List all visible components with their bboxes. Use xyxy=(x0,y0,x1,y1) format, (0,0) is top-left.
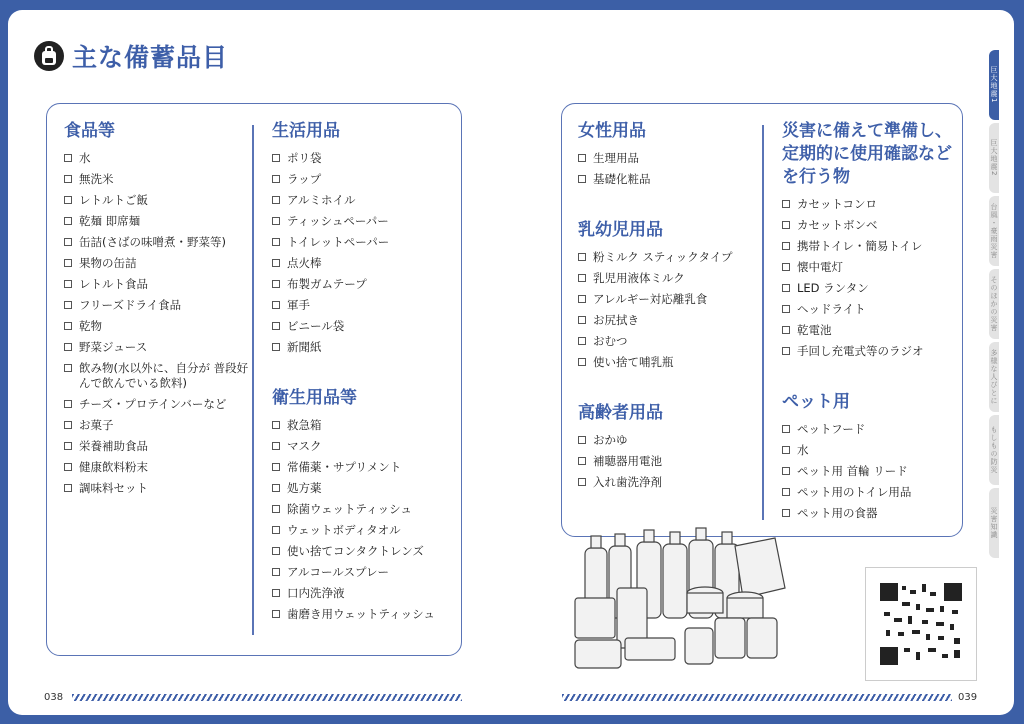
checkbox-icon xyxy=(64,463,72,471)
item-label: おむつ xyxy=(593,334,628,348)
list-item xyxy=(272,439,457,454)
chapter-tab[interactable]: もしもの防災 xyxy=(989,415,999,485)
list-item xyxy=(272,460,457,475)
item-label: レトルト食品 xyxy=(79,277,148,291)
checkbox-icon xyxy=(64,154,72,162)
item-label: ペットフード xyxy=(797,422,866,436)
list-item xyxy=(64,298,249,313)
checkbox-icon xyxy=(578,316,586,324)
elderly-heading: 高齢者用品 xyxy=(578,403,663,423)
checkbox-icon xyxy=(578,478,586,486)
supplies-illustration xyxy=(565,518,805,678)
item-label: 新聞紙 xyxy=(287,340,322,354)
checkbox-icon xyxy=(272,175,280,183)
list-item xyxy=(272,256,457,271)
list-item xyxy=(272,235,457,250)
list-item xyxy=(64,193,249,208)
list-item xyxy=(782,197,958,212)
checkbox-icon xyxy=(64,175,72,183)
list-item xyxy=(64,235,249,250)
item-label: 水 xyxy=(797,443,809,457)
list-item xyxy=(64,151,249,166)
checkbox-icon xyxy=(272,547,280,555)
chapter-tab[interactable]: 台風・豪雨災害 xyxy=(989,196,999,266)
chapter-tab[interactable]: 多様な人びとに xyxy=(989,342,999,412)
checkbox-icon xyxy=(64,196,72,204)
item-label: ポリ袋 xyxy=(287,151,322,165)
checkbox-icon xyxy=(578,358,586,366)
qr-code-icon xyxy=(866,568,976,680)
item-label: 乾物 xyxy=(79,319,102,333)
list-item xyxy=(272,418,457,433)
chapter-tabs xyxy=(989,50,1024,561)
list-item xyxy=(272,298,457,313)
item-label: 点火棒 xyxy=(287,256,322,270)
item-label: ラップ xyxy=(287,172,322,186)
checkbox-icon xyxy=(578,457,586,465)
list-item xyxy=(578,355,758,370)
checkbox-icon xyxy=(64,421,72,429)
item-label: 手回し充電式等のラジオ xyxy=(797,344,924,358)
checkbox-icon xyxy=(782,347,790,355)
food-heading: 食品等 xyxy=(64,121,115,141)
list-item xyxy=(64,172,249,187)
item-label: マスク xyxy=(287,439,322,453)
checkbox-icon xyxy=(578,274,586,282)
pet-heading: ペット用 xyxy=(782,392,850,412)
list-item xyxy=(782,422,958,437)
checkbox-icon xyxy=(64,217,72,225)
item-label: ビニール袋 xyxy=(287,319,345,333)
list-item xyxy=(272,277,457,292)
item-label: 野菜ジュース xyxy=(79,340,148,354)
list-item xyxy=(272,565,457,580)
checkbox-icon xyxy=(272,322,280,330)
checkbox-icon xyxy=(782,200,790,208)
item-label: 栄養補助食品 xyxy=(79,439,148,453)
checkbox-icon xyxy=(782,488,790,496)
checkbox-icon xyxy=(578,175,586,183)
checkbox-icon xyxy=(64,280,72,288)
title-text: 主な備蓄品目 xyxy=(72,43,229,72)
list-item xyxy=(64,319,249,334)
divider xyxy=(762,125,764,520)
divider xyxy=(252,125,254,635)
women-heading: 女性用品 xyxy=(578,121,646,141)
checkbox-icon xyxy=(64,442,72,450)
checkbox-icon xyxy=(782,425,790,433)
item-label: 携帯トイレ・簡易トイレ xyxy=(797,239,923,253)
item-label: 常備薬・サプリメント xyxy=(287,460,402,474)
list-item xyxy=(272,586,457,601)
chapter-tab[interactable]: そのほかの災害 xyxy=(989,269,999,339)
list-item xyxy=(782,506,958,521)
checkbox-icon xyxy=(272,589,280,597)
item-label: ペット用 首輪 リード xyxy=(797,464,908,478)
list-item xyxy=(782,464,958,479)
women-list xyxy=(578,151,758,187)
disaster-list xyxy=(782,197,958,359)
list-item xyxy=(64,277,249,292)
checkbox-icon xyxy=(64,343,72,351)
item-label: 乳児用液体ミルク xyxy=(593,271,685,285)
checkbox-icon xyxy=(64,322,72,330)
list-item xyxy=(782,281,958,296)
item-label: 粉ミルク スティックタイプ xyxy=(593,250,733,264)
item-label: 使い捨て哺乳瓶 xyxy=(593,355,674,369)
list-item xyxy=(578,271,758,286)
item-label: 布製ガムテープ xyxy=(287,277,367,291)
checkbox-icon xyxy=(272,505,280,513)
checkbox-icon xyxy=(782,263,790,271)
food-list xyxy=(64,151,249,496)
list-item xyxy=(782,218,958,233)
list-item xyxy=(64,340,249,355)
footer-stripe-left xyxy=(72,694,462,701)
checkbox-icon xyxy=(782,284,790,292)
item-label: アルミホイル xyxy=(287,193,356,207)
list-item xyxy=(64,214,249,229)
list-item xyxy=(578,475,758,490)
daily-list xyxy=(272,151,457,355)
item-label: 懐中電灯 xyxy=(797,260,843,274)
qr-code[interactable] xyxy=(865,567,977,681)
infant-list xyxy=(578,250,758,370)
item-label: ウェットボディタオル xyxy=(287,523,401,537)
item-label: レトルトご飯 xyxy=(79,193,148,207)
item-label: 使い捨てコンタクトレンズ xyxy=(287,544,424,558)
checkbox-icon xyxy=(782,326,790,334)
checkbox-icon xyxy=(578,337,586,345)
checkbox-icon xyxy=(782,242,790,250)
checkbox-icon xyxy=(272,442,280,450)
item-label: 無洗米 xyxy=(79,172,114,186)
checkbox-icon xyxy=(64,238,72,246)
checkbox-icon xyxy=(578,154,586,162)
item-label: 救急箱 xyxy=(287,418,322,432)
item-label: 調味料セット xyxy=(79,481,148,495)
checkbox-icon xyxy=(578,253,586,261)
checkbox-icon xyxy=(578,436,586,444)
item-label: カセットボンベ xyxy=(797,218,878,232)
item-label: 歯磨き用ウェットティッシュ xyxy=(287,607,435,621)
elderly-list xyxy=(578,433,758,490)
item-label: 補聴器用電池 xyxy=(593,454,662,468)
checkbox-icon xyxy=(272,484,280,492)
list-item xyxy=(272,544,457,559)
chapter-tab[interactable]: 巨大地震2 xyxy=(989,123,999,193)
infant-heading: 乳幼児用品 xyxy=(578,220,663,240)
list-item xyxy=(272,523,457,538)
page-number-left: 038 xyxy=(44,692,64,703)
footer-stripe-right xyxy=(562,694,952,701)
food-column xyxy=(64,120,249,502)
list-item xyxy=(578,454,758,469)
checkbox-icon xyxy=(64,484,72,492)
item-label: ペット用のトイレ用品 xyxy=(797,485,912,499)
checkbox-icon xyxy=(272,259,280,267)
checkbox-icon xyxy=(272,238,280,246)
list-item xyxy=(272,214,457,229)
checkbox-icon xyxy=(64,364,72,372)
item-label: アルコールスプレー xyxy=(287,565,390,579)
disaster-pet-column xyxy=(782,120,958,527)
item-label: 缶詰(さばの味噌煮・野菜等) xyxy=(79,235,226,249)
checkbox-icon xyxy=(272,154,280,162)
backpack-icon xyxy=(34,41,64,71)
item-label: 基礎化粧品 xyxy=(593,172,651,186)
item-label: カセットコンロ xyxy=(797,197,878,211)
list-item xyxy=(272,319,457,334)
page-number-right: 039 xyxy=(958,692,978,703)
checkbox-icon xyxy=(782,509,790,517)
checkbox-icon xyxy=(782,305,790,313)
list-item xyxy=(578,292,758,307)
item-label: アレルギー対応離乳食 xyxy=(593,292,708,306)
item-label: 飲み物(水以外に、自分が 普段好んで飲んでいる飲料) xyxy=(79,361,249,390)
list-item xyxy=(578,313,758,328)
list-item xyxy=(578,172,758,187)
chapter-tab[interactable]: 災害知識 xyxy=(989,488,999,558)
list-item xyxy=(64,418,249,433)
list-item xyxy=(782,443,958,458)
item-label: 水 xyxy=(79,151,91,165)
list-item xyxy=(272,340,457,355)
item-label: ティッシュペーパー xyxy=(287,214,389,228)
checkbox-icon xyxy=(64,301,72,309)
list-item xyxy=(578,250,758,265)
list-item xyxy=(64,460,249,475)
list-item xyxy=(272,193,457,208)
item-label: ペット用の食器 xyxy=(797,506,878,520)
list-item xyxy=(272,481,457,496)
list-item xyxy=(782,485,958,500)
chapter-tab[interactable]: 巨大地震1 xyxy=(989,50,999,120)
checkbox-icon xyxy=(272,301,280,309)
item-label: 生理用品 xyxy=(593,151,639,165)
item-label: ヘッドライト xyxy=(797,302,866,316)
list-item xyxy=(782,323,958,338)
checkbox-icon xyxy=(272,217,280,225)
item-label: 入れ歯洗浄剤 xyxy=(593,475,662,489)
list-item xyxy=(64,397,249,412)
item-label: 乾麺 即席麺 xyxy=(79,214,141,228)
checkbox-icon xyxy=(64,400,72,408)
checkbox-icon xyxy=(272,421,280,429)
disaster-heading: 災害に備えて準備し、定期的に使用確認などを行う物 xyxy=(782,121,952,187)
hygiene-list xyxy=(272,418,457,622)
item-label: トイレットペーパー xyxy=(287,235,390,249)
item-label: 健康飲料粉末 xyxy=(79,460,148,474)
checkbox-icon xyxy=(272,526,280,534)
checkbox-icon xyxy=(782,446,790,454)
item-label: 乾電池 xyxy=(797,323,832,337)
item-label: お菓子 xyxy=(79,418,114,432)
list-item xyxy=(272,172,457,187)
item-label: お尻拭き xyxy=(593,313,639,327)
list-item xyxy=(64,481,249,496)
checkbox-icon xyxy=(272,343,280,351)
list-item xyxy=(782,260,958,275)
checkbox-icon xyxy=(782,221,790,229)
list-item xyxy=(64,361,249,391)
checkbox-icon xyxy=(272,568,280,576)
daily-heading: 生活用品 xyxy=(272,121,340,141)
item-label: 口内洗浄液 xyxy=(287,586,345,600)
checkbox-icon xyxy=(272,610,280,618)
item-label: LED ランタン xyxy=(797,281,869,295)
checkbox-icon xyxy=(272,463,280,471)
item-label: 軍手 xyxy=(287,298,310,312)
item-label: 果物の缶詰 xyxy=(79,256,137,270)
daily-column xyxy=(272,120,457,628)
list-item xyxy=(782,239,958,254)
list-item xyxy=(782,302,958,317)
item-label: おかゆ xyxy=(593,433,628,447)
list-item xyxy=(578,334,758,349)
checkbox-icon xyxy=(272,280,280,288)
page-title xyxy=(34,38,228,74)
women-infant-column xyxy=(578,120,758,496)
list-item xyxy=(64,439,249,454)
pet-list xyxy=(782,422,958,521)
item-label: チーズ・プロテインバーなど xyxy=(79,397,227,411)
item-label: 除菌ウェットティッシュ xyxy=(287,502,412,516)
checkbox-icon xyxy=(272,196,280,204)
checkbox-icon xyxy=(578,295,586,303)
list-item xyxy=(578,151,758,166)
list-item xyxy=(272,151,457,166)
list-item xyxy=(64,256,249,271)
hygiene-heading: 衛生用品等 xyxy=(272,388,357,408)
list-item xyxy=(578,433,758,448)
item-label: フリーズドライ食品 xyxy=(79,298,182,312)
list-item xyxy=(272,607,457,622)
item-label: 処方薬 xyxy=(287,481,322,495)
checkbox-icon xyxy=(64,259,72,267)
list-item xyxy=(272,502,457,517)
list-item xyxy=(782,344,958,359)
checkbox-icon xyxy=(782,467,790,475)
